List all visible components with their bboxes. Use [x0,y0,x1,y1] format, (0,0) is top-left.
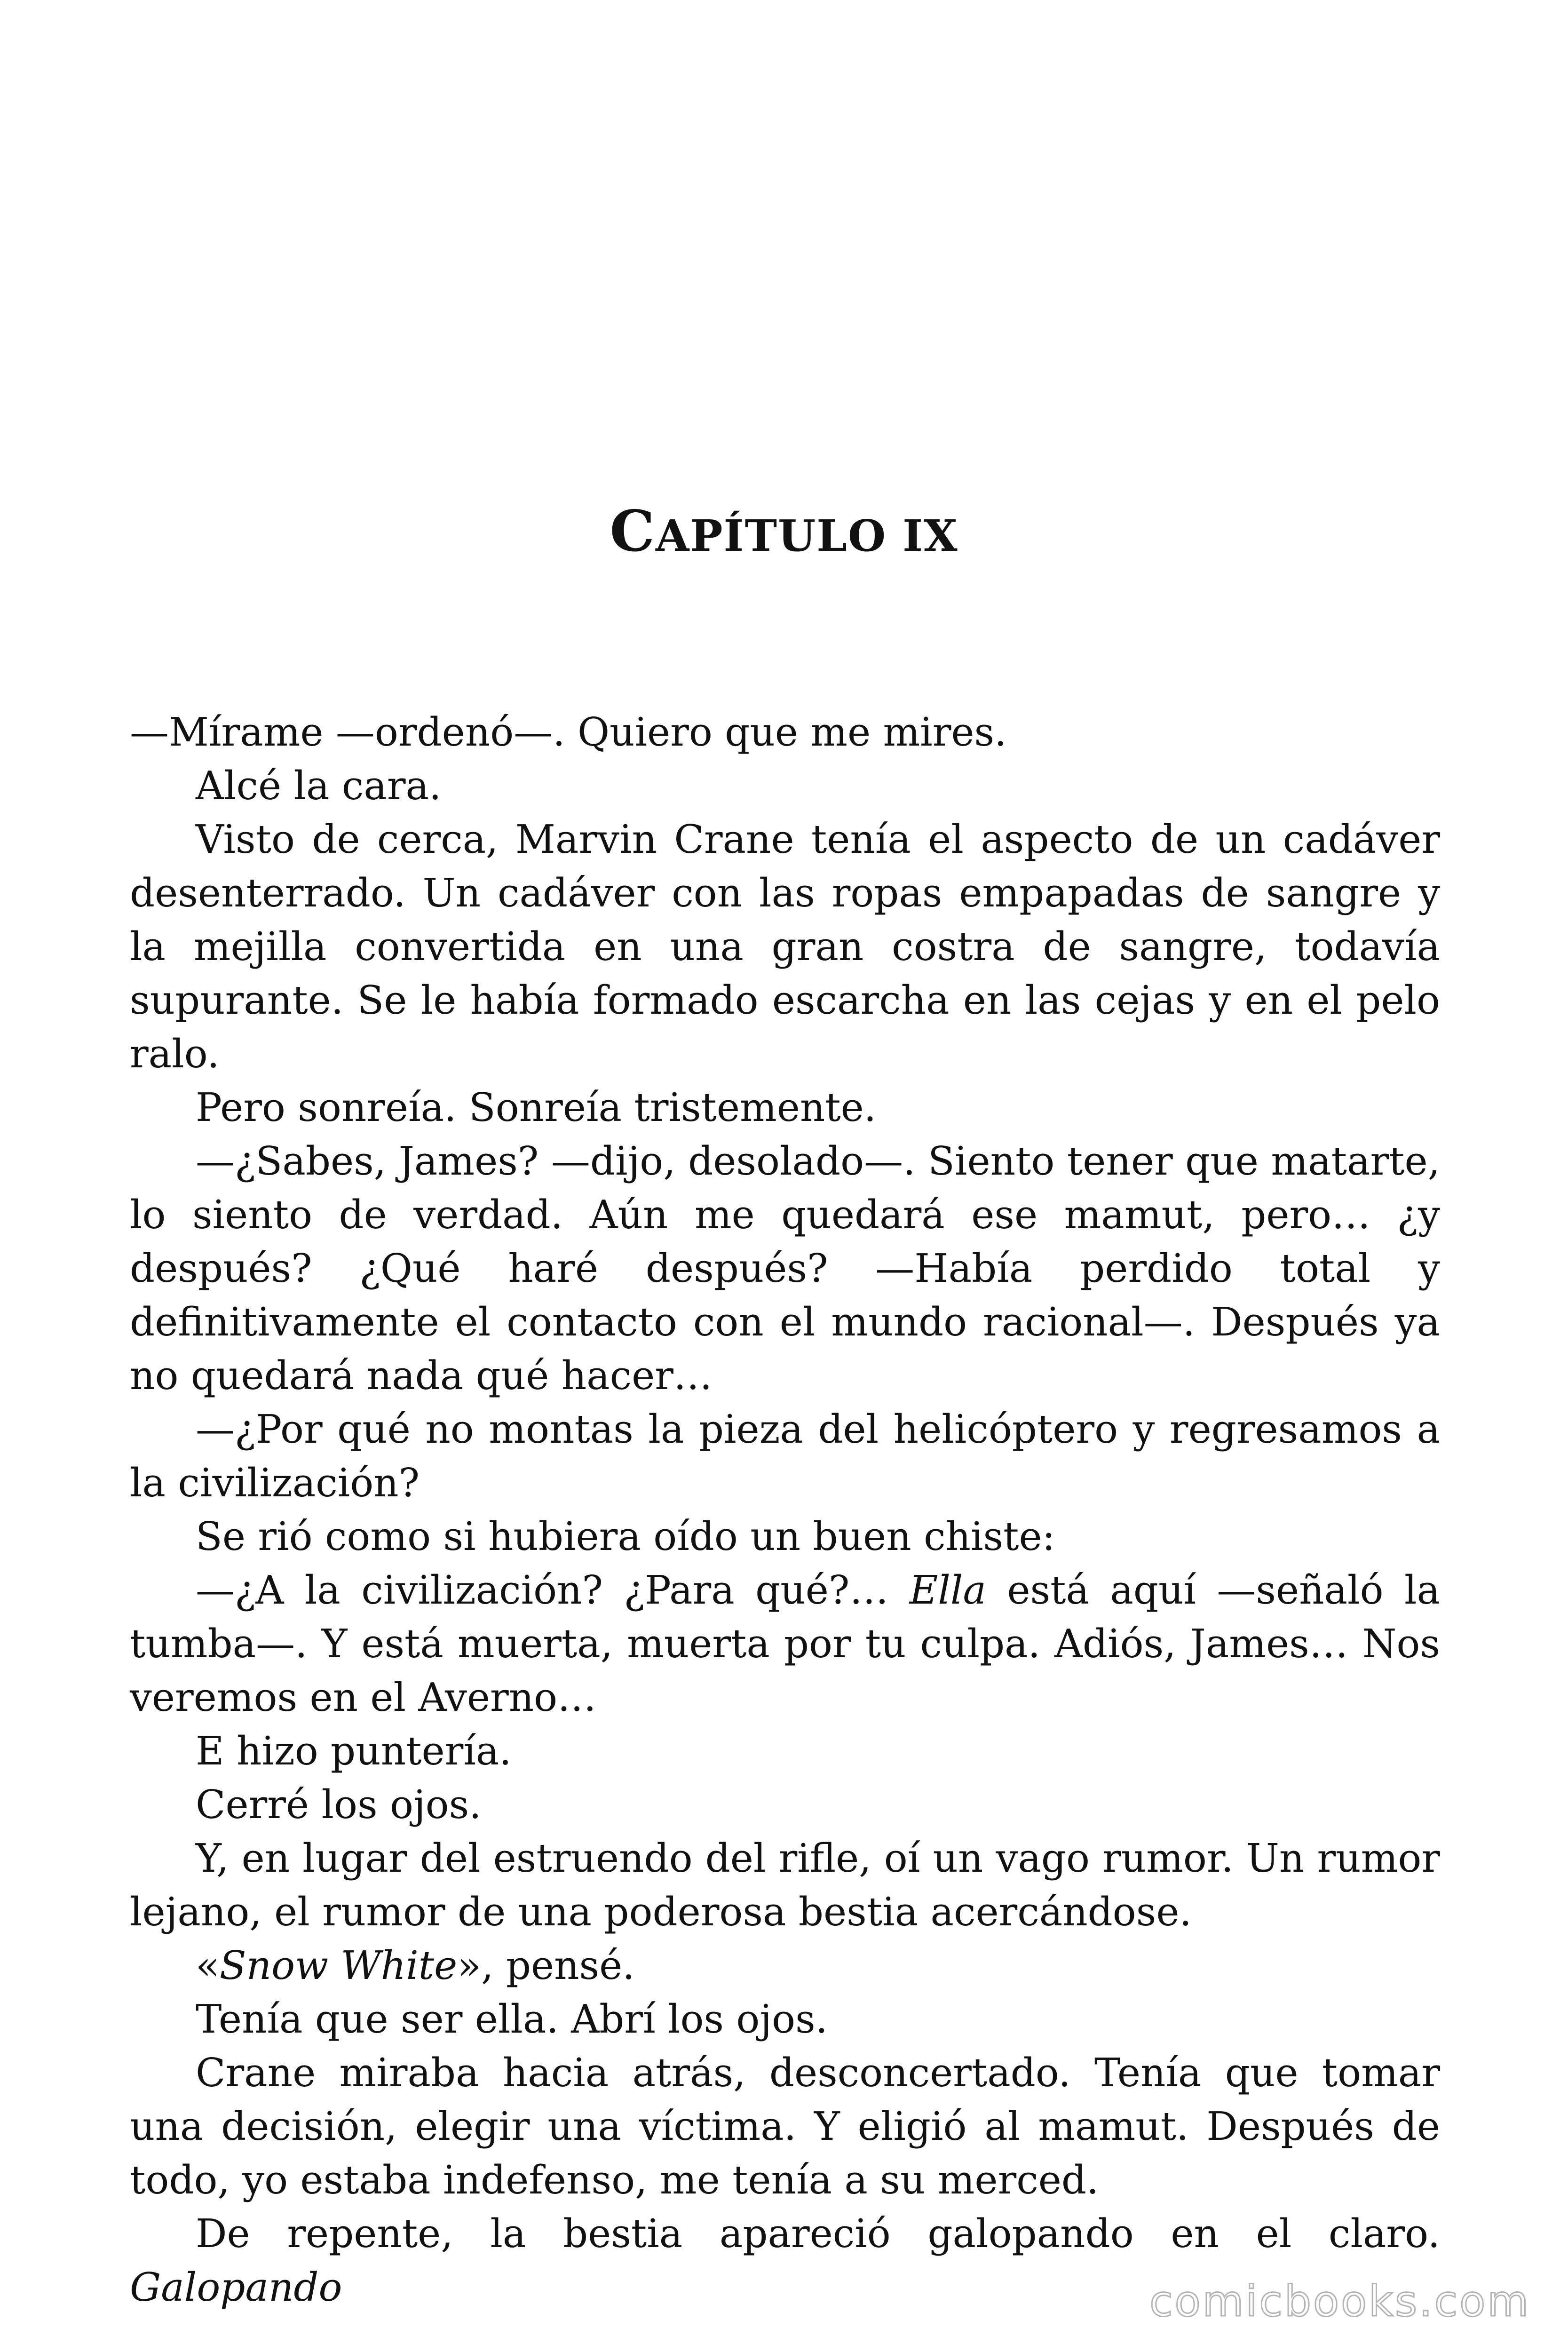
paragraph: Alcé la cara. [196,763,442,809]
paragraph: Y, en lugar del estruendo del rifle, oí un vago rumor. Un rumor lejano, el rumor de una poderosa bestia acercándose. [130,1836,1440,1935]
paragraph: Tenía que ser ella. Abrí los ojos. [196,1996,828,2042]
paragraph-text: », pensé. [457,1943,635,1988]
paragraph: Pero sonreía. Sonreía tristemente. [196,1085,877,1130]
paragraph: E hizo puntería. [196,1728,512,1774]
chapter-title-rest: APÍTULO IX [655,510,958,562]
italic-text: Galopando [130,2265,342,2310]
paragraph: —¿Sabes, James? —dijo, desolado—. Siento tener que matarte, lo siento de verdad. Aún me quedará ese mamut, pero… ¿y después? ¿Qué haré después? —Había perdido total y definitivamente el contacto con el mundo racional—. Después ya no quedará nada qué hacer… [130,1138,1440,1398]
paragraph [130,1939,1440,1993]
watermark: comicbooks.com [1149,2277,1530,2326]
paragraph [130,1564,1440,1724]
italic-text: Ella [909,1567,986,1613]
paragraph: —¿Por qué no montas la pieza del helicóptero y regresamos a la civilización? [130,1406,1440,1506]
paragraph: Cerré los ojos. [196,1782,482,1828]
chapter-title [0,496,1568,571]
chapter-body [130,706,1440,2314]
paragraph: Visto de cerca, Marvin Crane tenía el aspecto de un cadáver desenterrado. Un cadáver con las ropas empapadas de sangre y la mejilla convertida en una gran costra de sangre, todavía supurante. Se le había formado escarcha en las cejas y en el pelo ralo. [130,817,1440,1077]
paragraph: Se rió como si hubiera oído un buen chiste: [196,1514,1055,1559]
paragraph-text: « [196,1943,220,1988]
paragraph: Crane miraba hacia atrás, desconcertado. Tenía que tomar una decisión, elegir una víctima. Y eligió al mamut. Después de todo, yo estaba indefenso, me tenía a su merced. [130,2050,1440,2203]
italic-text: Snow White [219,1943,458,1988]
chapter-title-initial: C [610,498,656,565]
paragraph-text: De repente, la bestia apareció galopando en el claro. [196,2211,1440,2257]
paragraph: —Mírame —ordenó—. Quiero que me mires. [130,709,1007,755]
paragraph-text: está aquí —señaló la tumba—. Y está muerta, muerta por tu culpa. Adiós, James… Nos veremos en el Averno… [130,1567,1441,1720]
paragraph-text: —¿A la civilización? ¿Para qué?… [196,1567,910,1613]
